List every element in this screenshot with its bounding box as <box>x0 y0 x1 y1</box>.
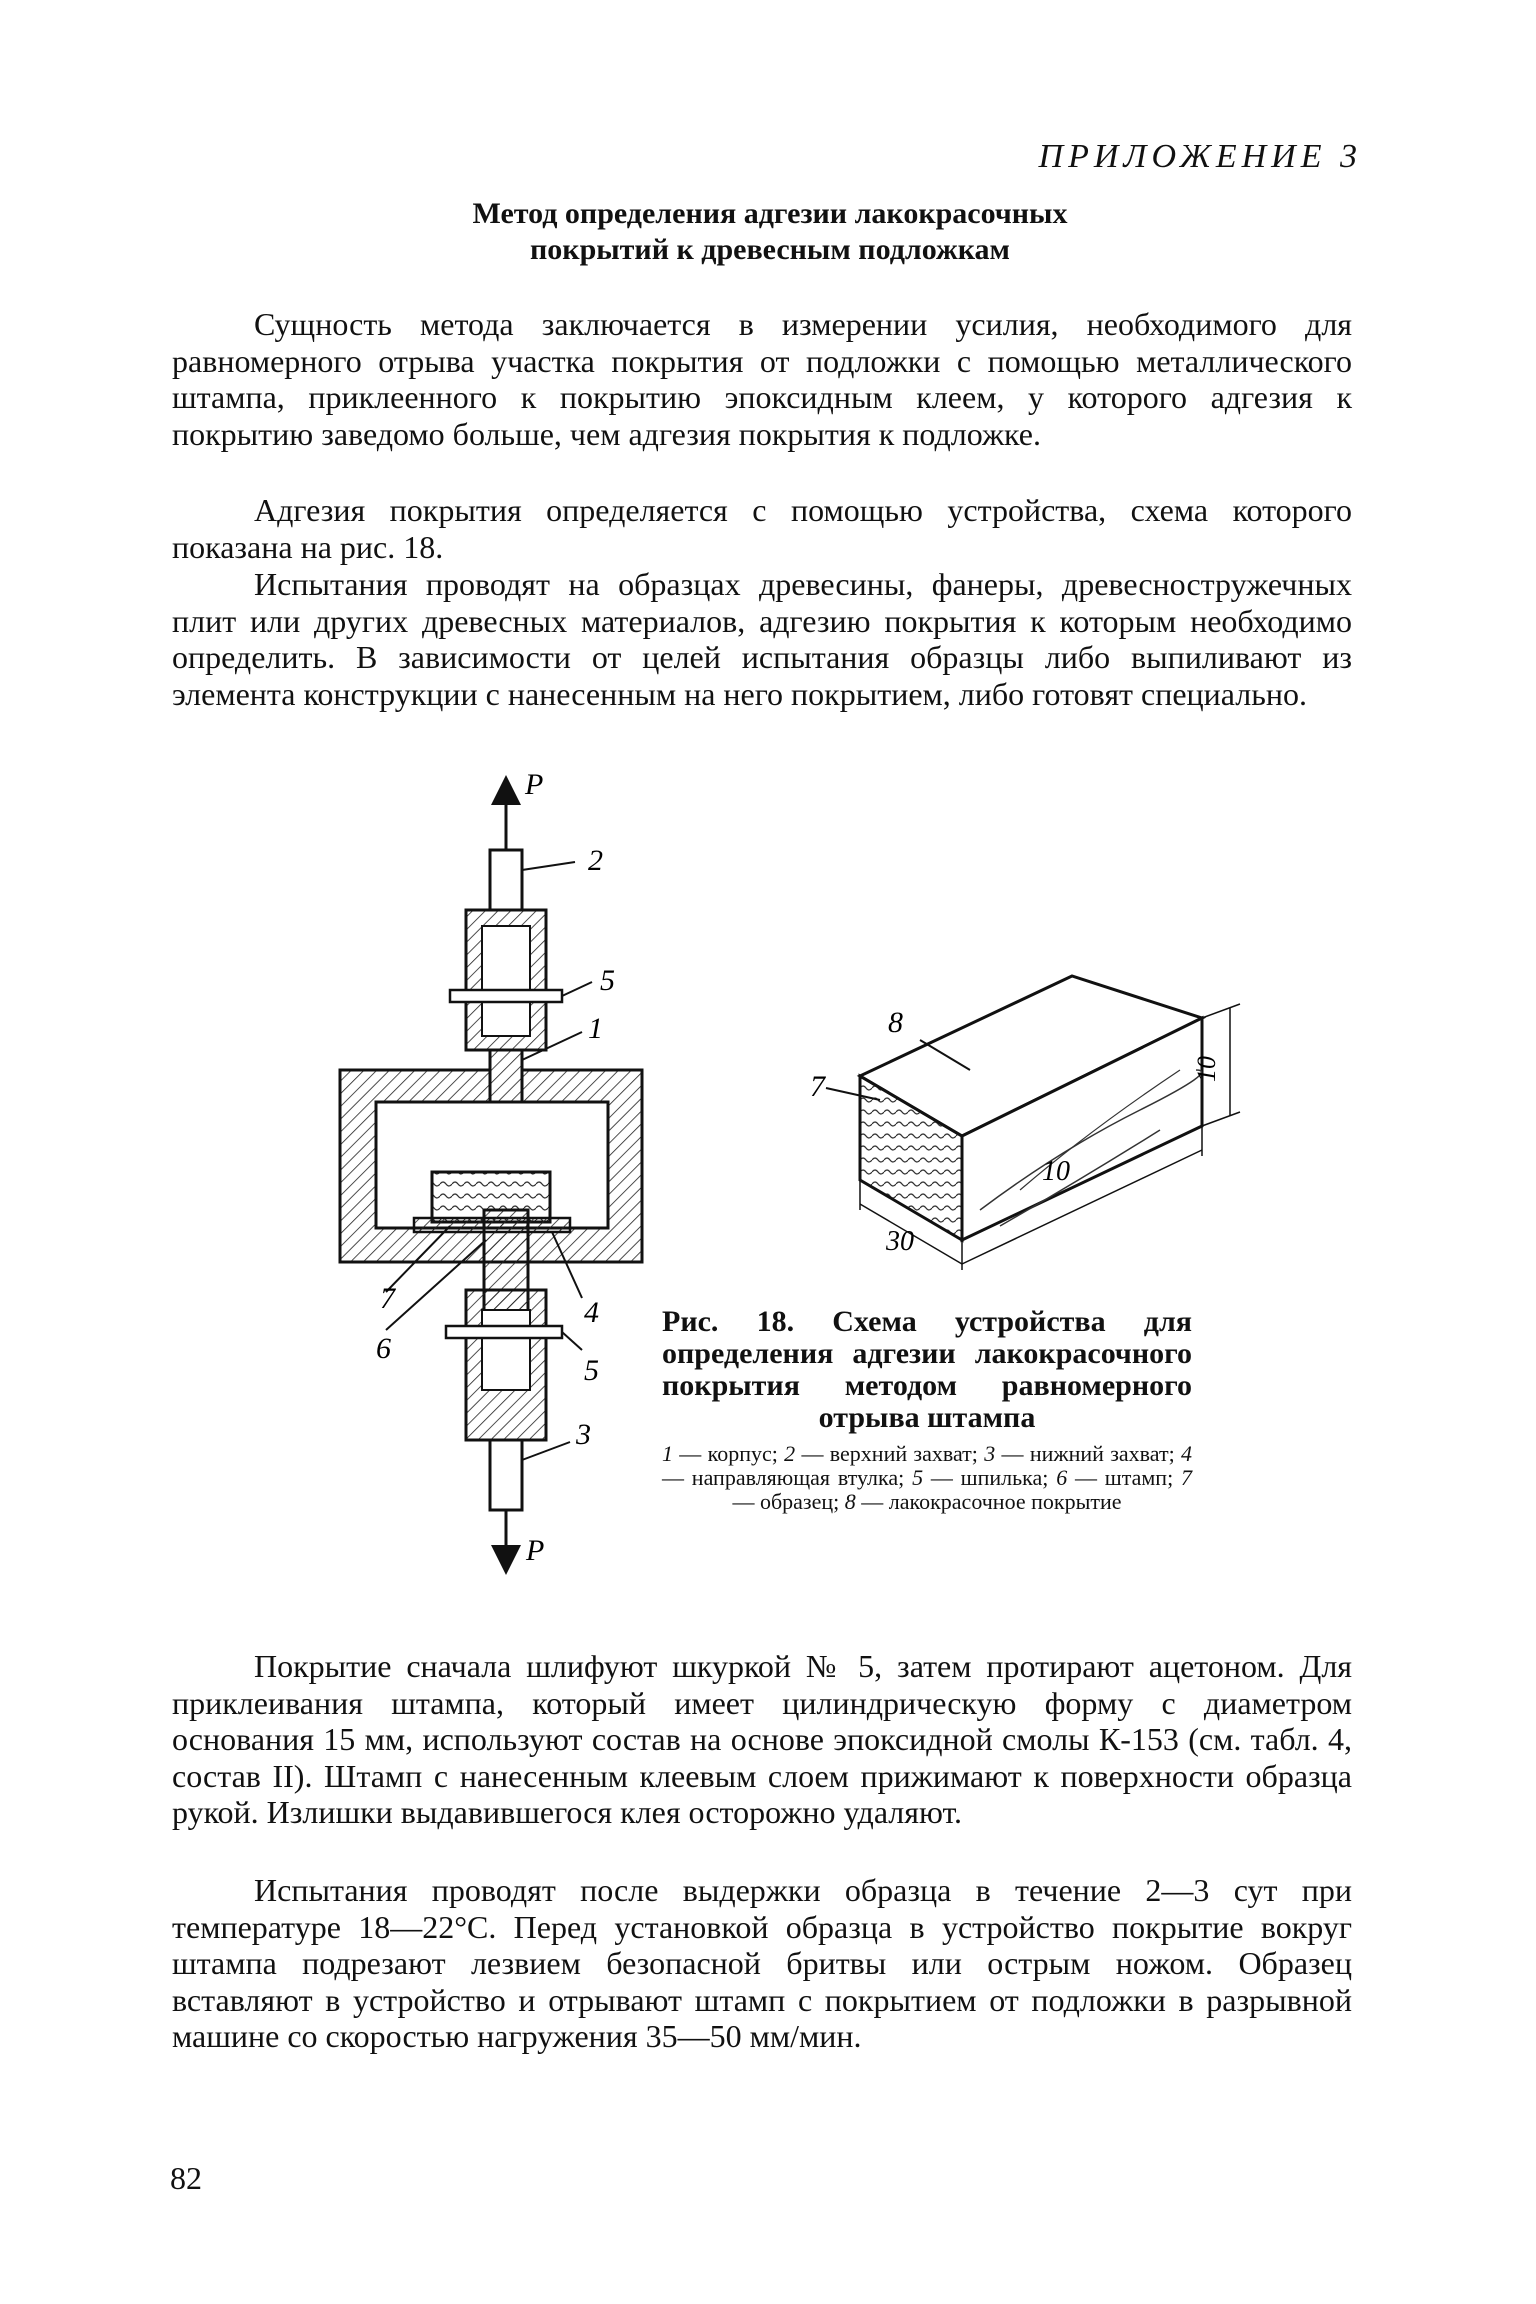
figure-caption <box>662 1306 1192 1514</box>
section-title <box>240 196 1300 268</box>
label-5-lower: 5 <box>584 1354 599 1387</box>
paragraph-2: Адгезия покрытия определяется с помощью устройства, схема которого показана на рис. 18. <box>172 492 1352 565</box>
load-label-bottom: P <box>526 1534 545 1567</box>
paragraph-5: Испытания проводят после выдержки образца в течение 2—3 сут при температуре 18—22°С. Перед установкой образца в устройство покрытие вокруг штампа подрезают лезвием безопасной бритвы или острым ножом. Образец вставляют в устройство и отрывают штамп с покрытием от подложки в разрывной машине со скоростью нагружения 35—50 мм/мин. <box>172 1872 1352 2054</box>
label-4: 4 <box>584 1296 599 1329</box>
label-7-device: 7 <box>380 1282 395 1315</box>
section-title-line-2: покрытий к древесным подложкам <box>530 233 1010 266</box>
page-number: 82 <box>170 2160 202 2196</box>
label-5-upper: 5 <box>600 964 615 997</box>
dimension-10-thickness: 10 <box>1192 1056 1221 1082</box>
paragraph-3: Испытания проводят на образцах древесины, фанеры, древесностружечных плит или других древесных материалов, адгезию покрытия к которым необходимо определить. В зависимости от целей испытания образцы либо выпиливают из элемента конструкции с нанесенным на него покрытием, либо готовят специально. <box>172 566 1352 712</box>
section-title-line-1: Метод определения адгезии лакокрасочных <box>472 197 1068 230</box>
label-8: 8 <box>888 1006 903 1039</box>
paragraph-4: Покрытие сначала шлифуют шкуркой № 5, затем протирают ацетоном. Для приклеивания штампа, который имеет цилиндрическую форму с диаметром основания 15 мм, используют состав на основе эпоксидной смолы К-153 (см. табл. 4, состав II). Штамп с нанесенным клеевым слоем прижимают к поверхности образца рукой. Излишки выдавившегося клея осторожно удаляют. <box>172 1648 1352 1830</box>
dimension-30: 30 <box>886 1226 914 1257</box>
appendix-heading: ПРИЛОЖЕНИЕ 3 <box>1038 138 1362 175</box>
paragraph-1: Сущность метода заключается в измерении усилия, необходимого для равномерного отрыва участка покрытия от подложки с помощью металлического штампа, приклеенного к покрытию эпоксидным клеем, у которого адгезия к покрытию заведомо больше, чем адгезия покрытия к подложке. <box>172 306 1352 452</box>
label-1: 1 <box>588 1012 603 1045</box>
load-label-top: P <box>525 770 544 801</box>
label-3: 3 <box>576 1418 591 1451</box>
caption-legend: 1 — корпус; 2 — верхний захват; 3 — нижний захват; 4 — направляющая втулка; 5 — шпилька; 6 — штамп; 7 — образец; 8 — лакокрасочное покрытие <box>662 1441 1193 1514</box>
label-6: 6 <box>376 1332 391 1365</box>
caption-title: Рис. 18. Схема устройства для определения адгезии лакокрасочного покрытия методом равномерного отрыва штампа <box>662 1305 1192 1434</box>
dimension-10-length: 10 <box>1042 1156 1070 1187</box>
specimen-drawing <box>810 976 1240 1270</box>
label-2: 2 <box>588 844 603 877</box>
label-7-specimen: 7 <box>810 1070 825 1103</box>
device-schematic <box>340 770 642 1567</box>
figure-18-diagram <box>320 770 1260 1650</box>
